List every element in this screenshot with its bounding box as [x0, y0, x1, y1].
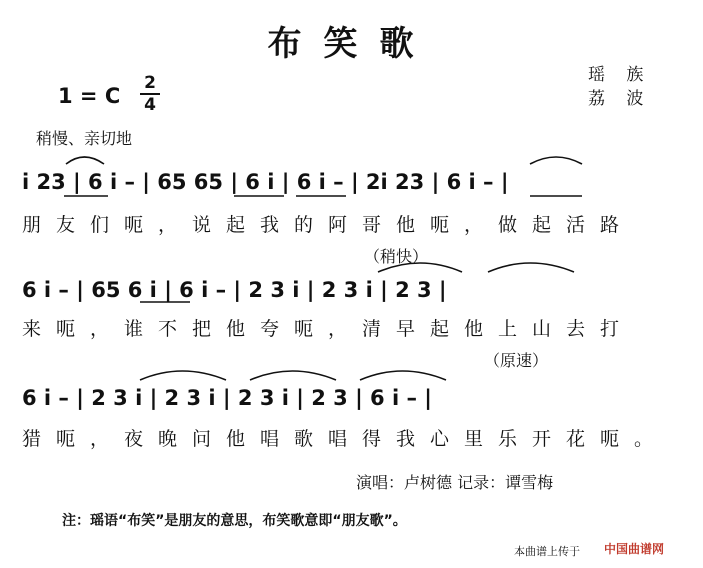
site-logo: 中国曲谱网 — [604, 542, 665, 556]
credit-ethnicity: 瑶 族 — [588, 65, 652, 85]
tempo-change-original: （原速） — [484, 351, 549, 370]
lyrics-line-3: 猎呃，夜晚问他唱歌唱得我心里乐开花呃。 — [22, 428, 669, 450]
footnote: 注：瑶语“布笑”是朋友的意思，布笑歌意即“朋友歌”。 — [62, 513, 407, 529]
time-signature-bottom: 4 — [144, 95, 156, 115]
time-signature-top: 2 — [144, 73, 156, 93]
performer-credit: 演唱：卢树德 记录：谭雪梅 — [356, 473, 554, 492]
notation-line-1-notes: i 23 | 6 i – | 65 65 | 6 i | 6 i – | 2i 23 | 6 i – | — [22, 170, 509, 194]
song-title: 布笑歌 — [267, 24, 436, 64]
slur-1 — [66, 157, 104, 164]
slur-4 — [488, 263, 574, 272]
slur-7 — [360, 371, 446, 380]
notation-line-2-notes: 6 i – | 65 6 i | 6 i – | 2 3 i | 2 3 i | 2 3 | — [22, 278, 447, 302]
tempo-change-faster: （稍快） — [364, 247, 429, 266]
credit-region: 荔 波 — [588, 89, 652, 109]
upload-note: 本曲谱上传于 — [514, 545, 580, 558]
key-signature: 1 = C — [58, 84, 121, 108]
notation-line-3-notes: 6 i – | 2 3 i | 2 3 i | 2 3 i | 2 3 | 6 i – | — [22, 386, 432, 410]
slur-2 — [530, 157, 582, 164]
tempo-marking: 稍慢、亲切地 — [36, 129, 133, 148]
slur-3 — [378, 263, 462, 272]
lyrics-line-2: 来呃，谁不把他夸呃，清早起他上山去打 — [22, 318, 635, 340]
lyrics-line-1: 朋友们呃，说起我的阿哥他呃，做起活路 — [22, 214, 635, 236]
slur-6 — [250, 371, 336, 380]
slur-5 — [140, 371, 226, 380]
